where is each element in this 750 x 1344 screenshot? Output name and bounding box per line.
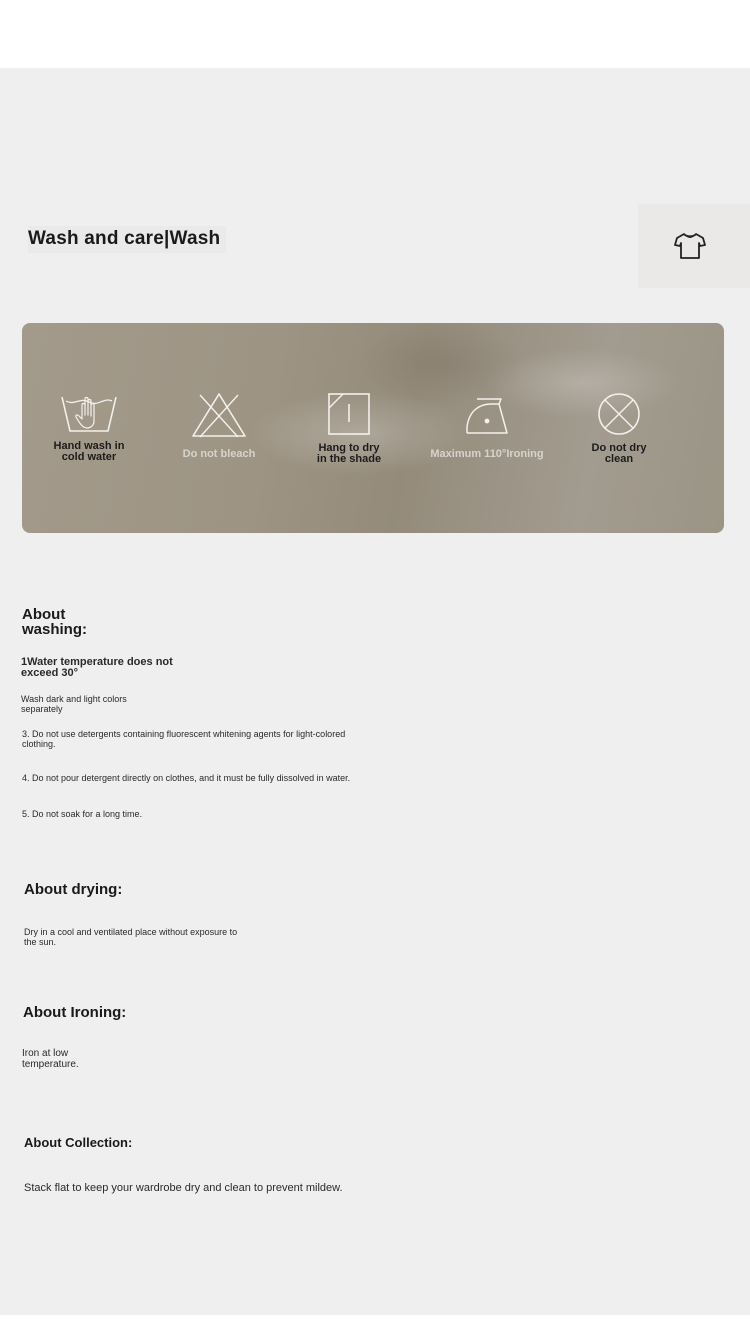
collection-text: Stack flat to keep your wardrobe dry and clean to prevent mildew. [24, 1182, 343, 1194]
washing-item-2: Wash dark and light colors separately [21, 694, 127, 714]
washing-title: About washing: [22, 606, 88, 638]
care-label: Do not dry clean [591, 442, 647, 465]
washing-item-1: 1Water temperature does not exceed 30° [21, 656, 173, 679]
washing-item-3: 3. Do not use detergents containing fluorescent whitening agents for light-colored clothing. [22, 729, 346, 749]
no-bleach-icon [190, 391, 248, 439]
care-item-no-bleach [152, 391, 286, 460]
ironing-text: Iron at low temperature. [22, 1048, 79, 1070]
tshirt-icon [673, 231, 707, 261]
washing-item-4: 4. Do not pour detergent directly on clothes, and it must be fully dissolved in water. [22, 773, 351, 783]
iron-low-icon [463, 391, 511, 435]
drying-title: About drying: [24, 881, 123, 898]
care-label: Hand wash in cold water [53, 440, 125, 463]
care-label: Hang to dry in the shade [316, 442, 382, 465]
hang-dry-shade-icon [326, 391, 372, 437]
ironing-title: About Ironing: [23, 1004, 127, 1021]
drying-text: Dry in a cool and ventilated place without exposure to the sun. [24, 927, 238, 947]
care-item-iron [420, 391, 554, 460]
care-item-hang-dry [282, 391, 416, 465]
care-symbols-banner [22, 323, 724, 533]
care-label: Maximum 110°Ironing [430, 448, 544, 460]
no-dry-clean-icon [596, 391, 642, 437]
collection-title: About Collection: [24, 1135, 133, 1150]
hand-wash-icon [60, 391, 118, 435]
care-item-hand-wash [22, 391, 156, 463]
care-item-no-dry-clean [552, 391, 686, 465]
tshirt-badge [638, 204, 750, 288]
washing-item-5: 5. Do not soak for a long time. [22, 809, 143, 819]
page-title: Wash and care|Wash [28, 226, 226, 253]
care-label: Do not bleach [182, 448, 256, 460]
